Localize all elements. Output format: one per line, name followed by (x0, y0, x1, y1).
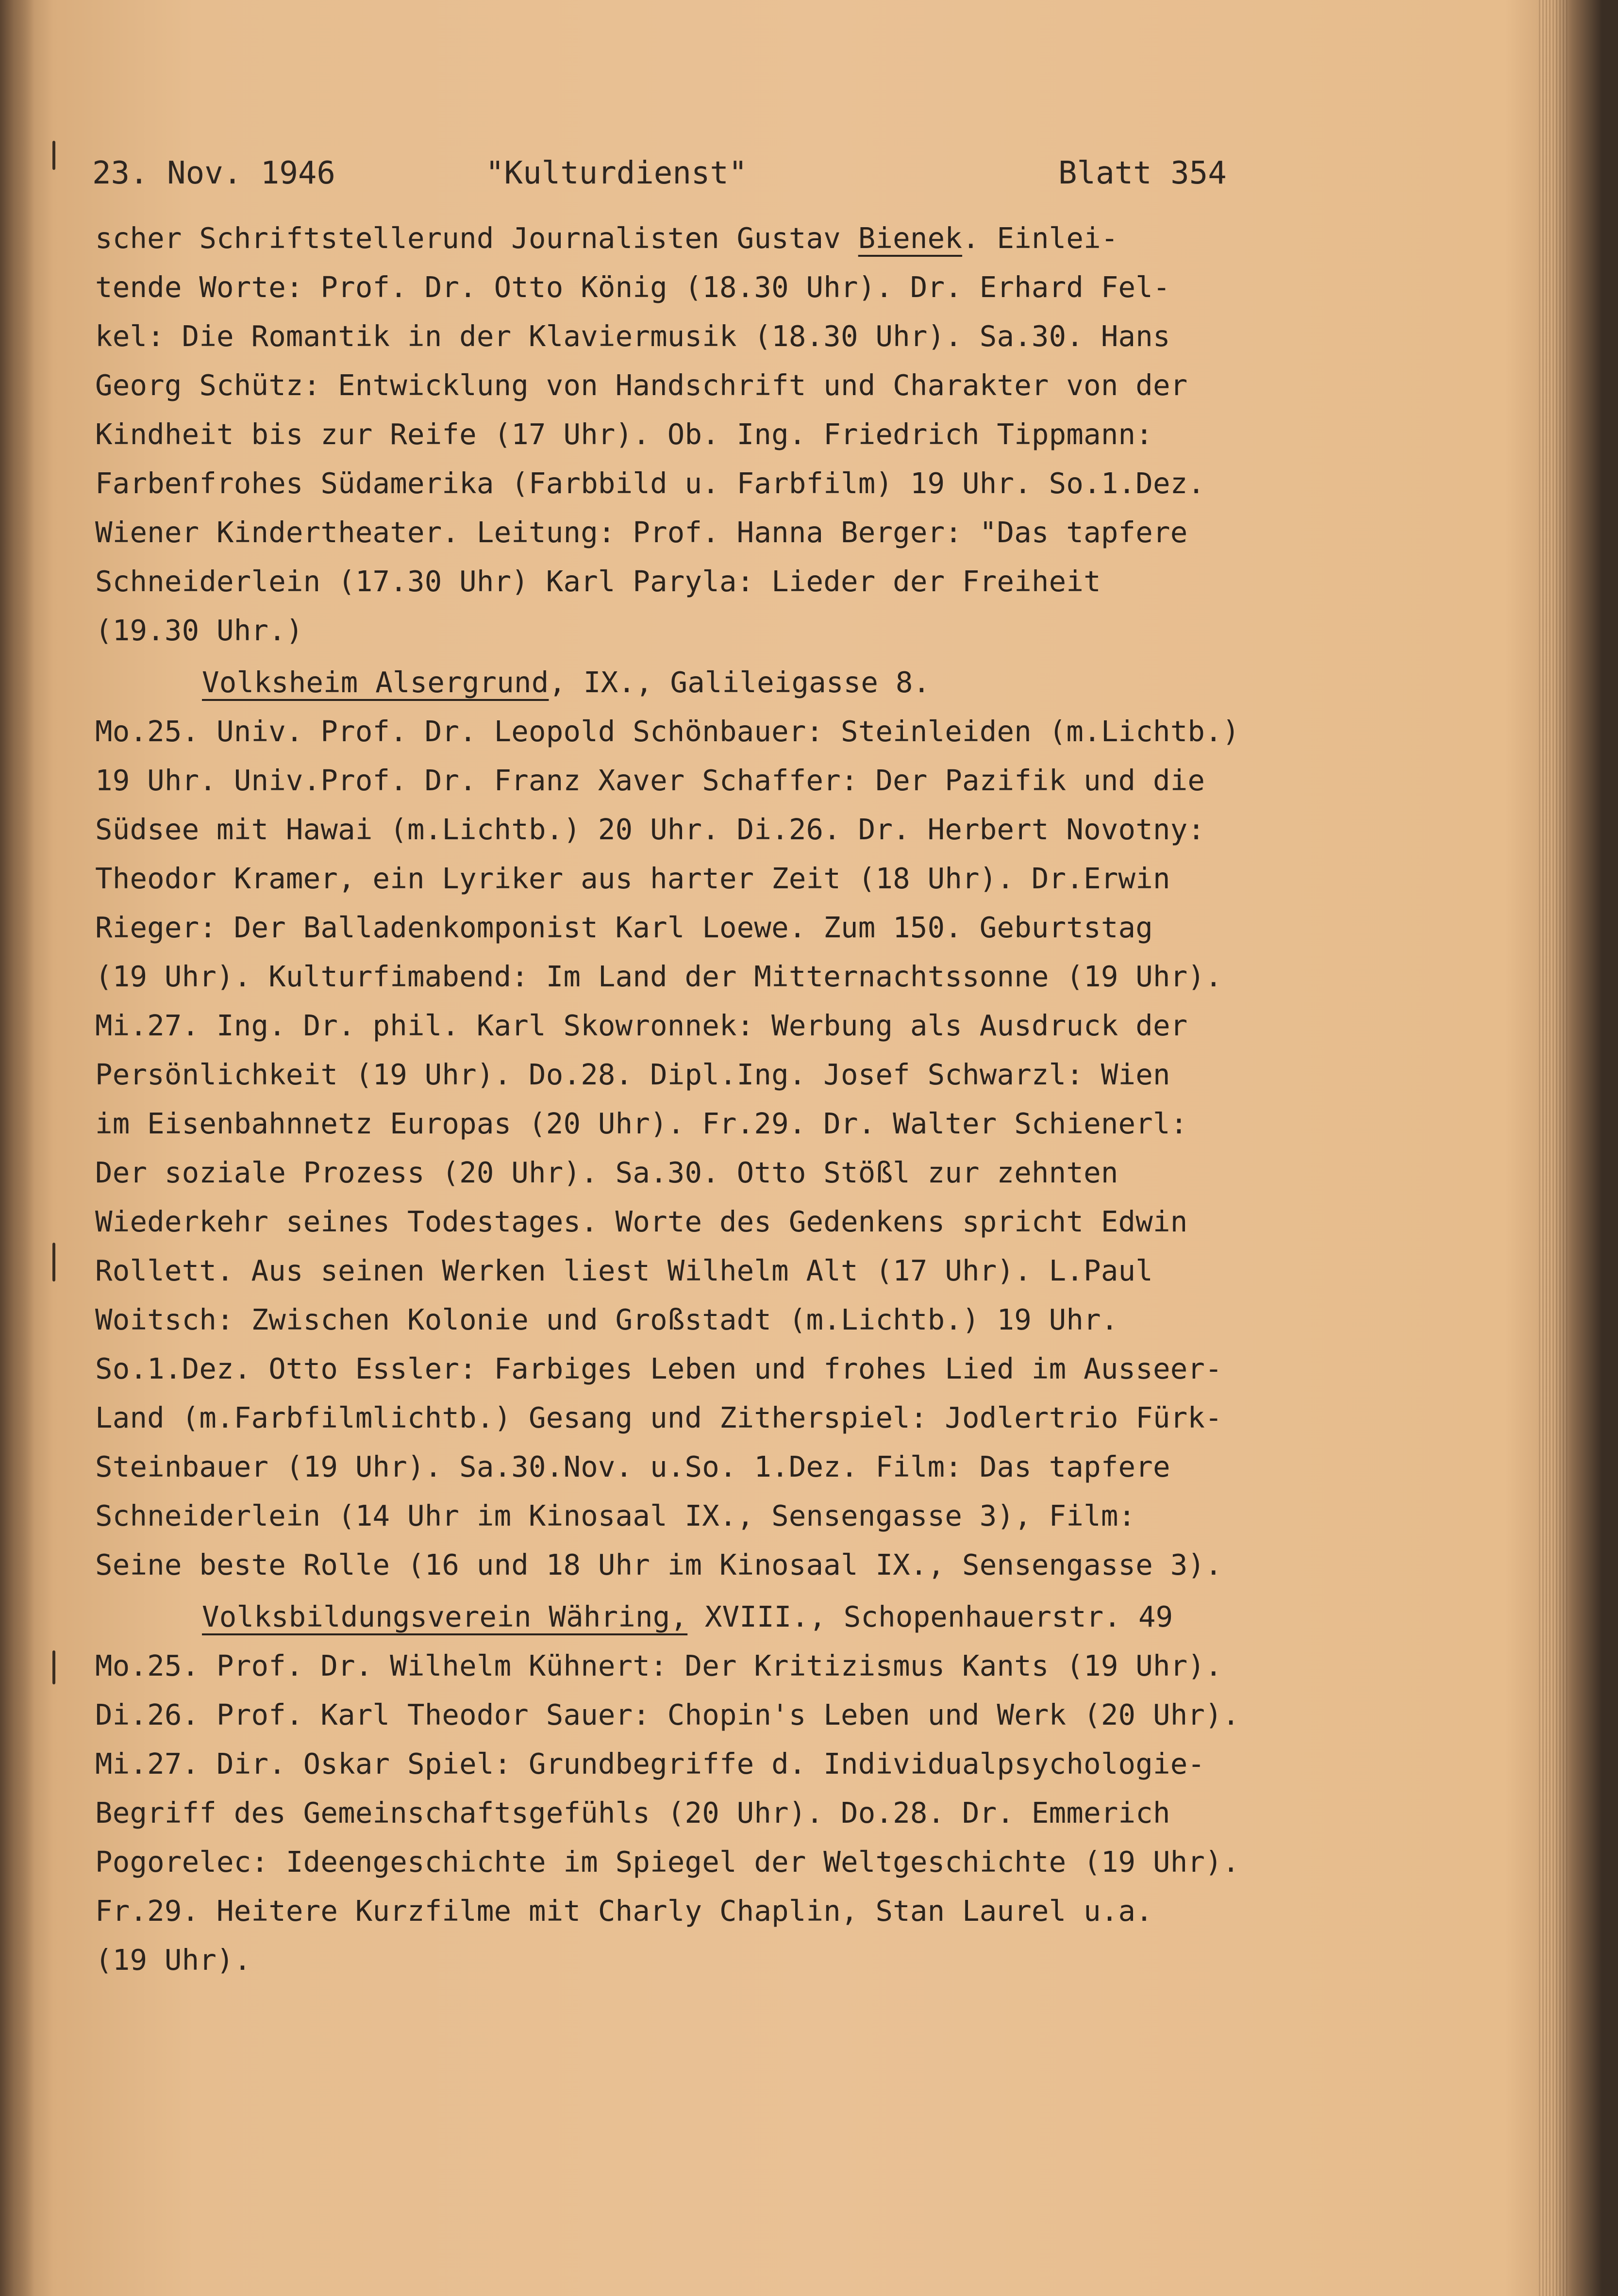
text-run: Pogorelec: Ideengeschichte im Spiegel der Weltgeschichte (19 Uhr). (95, 1845, 1240, 1879)
underlined-name: Bienek (858, 221, 963, 255)
text-run: Steinbauer (19 Uhr). Sa.30.Nov. u.So. 1.Dez. Film: Das tapfere (95, 1450, 1170, 1483)
section-heading-waehring (95, 1592, 1435, 1641)
text-run: Theodor Kramer, ein Lyriker aus harter Zeit (18 Uhr). Dr.Erwin (95, 862, 1170, 895)
text-line (95, 1442, 1435, 1491)
text-run: (19 Uhr). Kulturfimabend: Im Land der Mitternachtssonne (19 Uhr). (95, 960, 1222, 993)
text-line (95, 312, 1435, 361)
binding-mark (52, 1650, 55, 1684)
text-run: Georg Schütz: Entwicklung von Handschrift und Charakter von der (95, 368, 1188, 402)
text-run: Fr.29. Heitere Kurzfilme mit Charly Chaplin, Stan Laurel u.a. (95, 1894, 1153, 1928)
text-run: . Einlei- (962, 221, 1118, 255)
text-run: 19 Uhr. Univ.Prof. Dr. Franz Xaver Schaffer: Der Pazifik und die (95, 764, 1205, 797)
binding-mark (52, 1243, 55, 1281)
text-line (95, 263, 1435, 312)
text-line (95, 1491, 1435, 1540)
text-line (95, 508, 1435, 557)
document-body (95, 214, 1435, 1984)
text-line (95, 1690, 1435, 1739)
text-line (95, 606, 1435, 655)
text-line (95, 854, 1435, 903)
header-title: "Kulturdienst" (485, 155, 748, 191)
text-line (95, 1001, 1435, 1050)
text-run: Kindheit bis zur Reife (17 Uhr). Ob. Ing. Friedrich Tippmann: (95, 417, 1153, 451)
text-run: tende Worte: Prof. Dr. Otto König (18.30 Uhr). Dr. Erhard Fel- (95, 270, 1170, 304)
text-run: Farbenfrohes Südamerika (Farbbild u. Farbfilm) 19 Uhr. So.1.Dez. (95, 466, 1205, 500)
waehring-program (95, 1641, 1435, 1984)
text-run: Mi.27. Ing. Dr. phil. Karl Skowronnek: Werbung als Ausdruck der (95, 1009, 1188, 1042)
text-run: Mo.25. Prof. Dr. Wilhelm Kühnert: Der Kritizismus Kants (19 Uhr). (95, 1649, 1222, 1682)
text-line (95, 1935, 1435, 1984)
text-run: Land (m.Farbfilmlichtb.) Gesang und Zitherspiel: Jodlertrio Fürk- (95, 1401, 1222, 1434)
text-run: Persönlichkeit (19 Uhr). Do.28. Dipl.Ing. Josef Schwarzl: Wien (95, 1058, 1170, 1091)
text-line (95, 1837, 1435, 1886)
text-line (95, 410, 1435, 459)
text-line (95, 1788, 1435, 1837)
text-run: scher Schriftstellerund Journalisten Gustav (95, 221, 858, 255)
institution-name: Volksbildungsverein Währing, (202, 1600, 688, 1633)
text-run: (19.30 Uhr.) (95, 614, 303, 647)
text-line (95, 459, 1435, 508)
text-run: (19 Uhr). (95, 1943, 251, 1977)
binding-mark (52, 141, 55, 170)
continuation-block (95, 214, 1435, 655)
text-line (95, 1050, 1435, 1099)
text-run: Südsee mit Hawai (m.Lichtb.) 20 Uhr. Di.26. Dr. Herbert Novotny: (95, 813, 1205, 846)
text-run: Wiederkehr seines Todestages. Worte des Gedenkens spricht Edwin (95, 1205, 1188, 1238)
text-line (95, 707, 1435, 756)
text-run: im Eisenbahnnetz Europas (20 Uhr). Fr.29. Dr. Walter Schienerl: (95, 1107, 1188, 1140)
text-line (95, 805, 1435, 854)
text-run: Woitsch: Zwischen Kolonie und Großstadt (m.Lichtb.) 19 Uhr. (95, 1303, 1118, 1336)
book-binding-shadow (0, 0, 34, 2296)
text-line (95, 1246, 1435, 1295)
institution-address: , IX., Galileigasse 8. (549, 666, 931, 699)
text-line (95, 557, 1435, 606)
text-line (95, 1641, 1435, 1690)
text-run: Di.26. Prof. Karl Theodor Sauer: Chopin's Leben und Werk (20 Uhr). (95, 1698, 1240, 1731)
text-line (95, 756, 1435, 805)
text-run: Schneiderlein (14 Uhr im Kinosaal IX., Sensengasse 3), Film: (95, 1499, 1136, 1532)
institution-address: XVIII., Schopenhauerstr. 49 (687, 1600, 1173, 1633)
page-header (92, 155, 1277, 199)
text-line (95, 214, 1435, 263)
text-run: kel: Die Romantik in der Klaviermusik (18.30 Uhr). Sa.30. Hans (95, 319, 1170, 353)
text-run: Wiener Kindertheater. Leitung: Prof. Hanna Berger: "Das tapfere (95, 516, 1188, 549)
text-line (95, 1148, 1435, 1197)
text-line (95, 361, 1435, 410)
text-line (95, 1886, 1435, 1935)
text-line (95, 1540, 1435, 1589)
text-line (95, 1099, 1435, 1148)
text-run: Rieger: Der Balladenkomponist Karl Loewe. Zum 150. Geburtstag (95, 911, 1153, 944)
text-line (95, 952, 1435, 1001)
text-line (95, 1295, 1435, 1344)
header-date: 23. Nov. 1946 (92, 155, 335, 191)
section-heading-alsergrund (95, 658, 1435, 707)
header-sheet-number: Blatt 354 (1058, 155, 1227, 191)
text-run: Begriff des Gemeinschaftsgefühls (20 Uhr). Do.28. Dr. Emmerich (95, 1796, 1170, 1830)
text-run: Seine beste Rolle (16 und 18 Uhr im Kinosaal IX., Sensengasse 3). (95, 1548, 1222, 1581)
text-line (95, 1739, 1435, 1788)
text-run: Der soziale Prozess (20 Uhr). Sa.30. Otto Stößl zur zehnten (95, 1156, 1118, 1189)
institution-name: Volksheim Alsergrund (202, 666, 549, 699)
alsergrund-program (95, 707, 1435, 1589)
text-run: Schneiderlein (17.30 Uhr) Karl Paryla: Lieder der Freiheit (95, 565, 1101, 598)
text-run: So.1.Dez. Otto Essler: Farbiges Leben und frohes Lied im Ausseer- (95, 1352, 1222, 1385)
text-line (95, 1197, 1435, 1246)
text-line (95, 1393, 1435, 1442)
text-run: Mi.27. Dir. Oskar Spiel: Grundbegriffe d. Individualpsychologie- (95, 1747, 1205, 1780)
text-run: Rollett. Aus seinen Werken liest Wilhelm Alt (17 Uhr). L.Paul (95, 1254, 1153, 1287)
text-line (95, 903, 1435, 952)
text-run: Mo.25. Univ. Prof. Dr. Leopold Schönbauer: Steinleiden (m.Lichtb.) (95, 715, 1240, 748)
text-line (95, 1344, 1435, 1393)
